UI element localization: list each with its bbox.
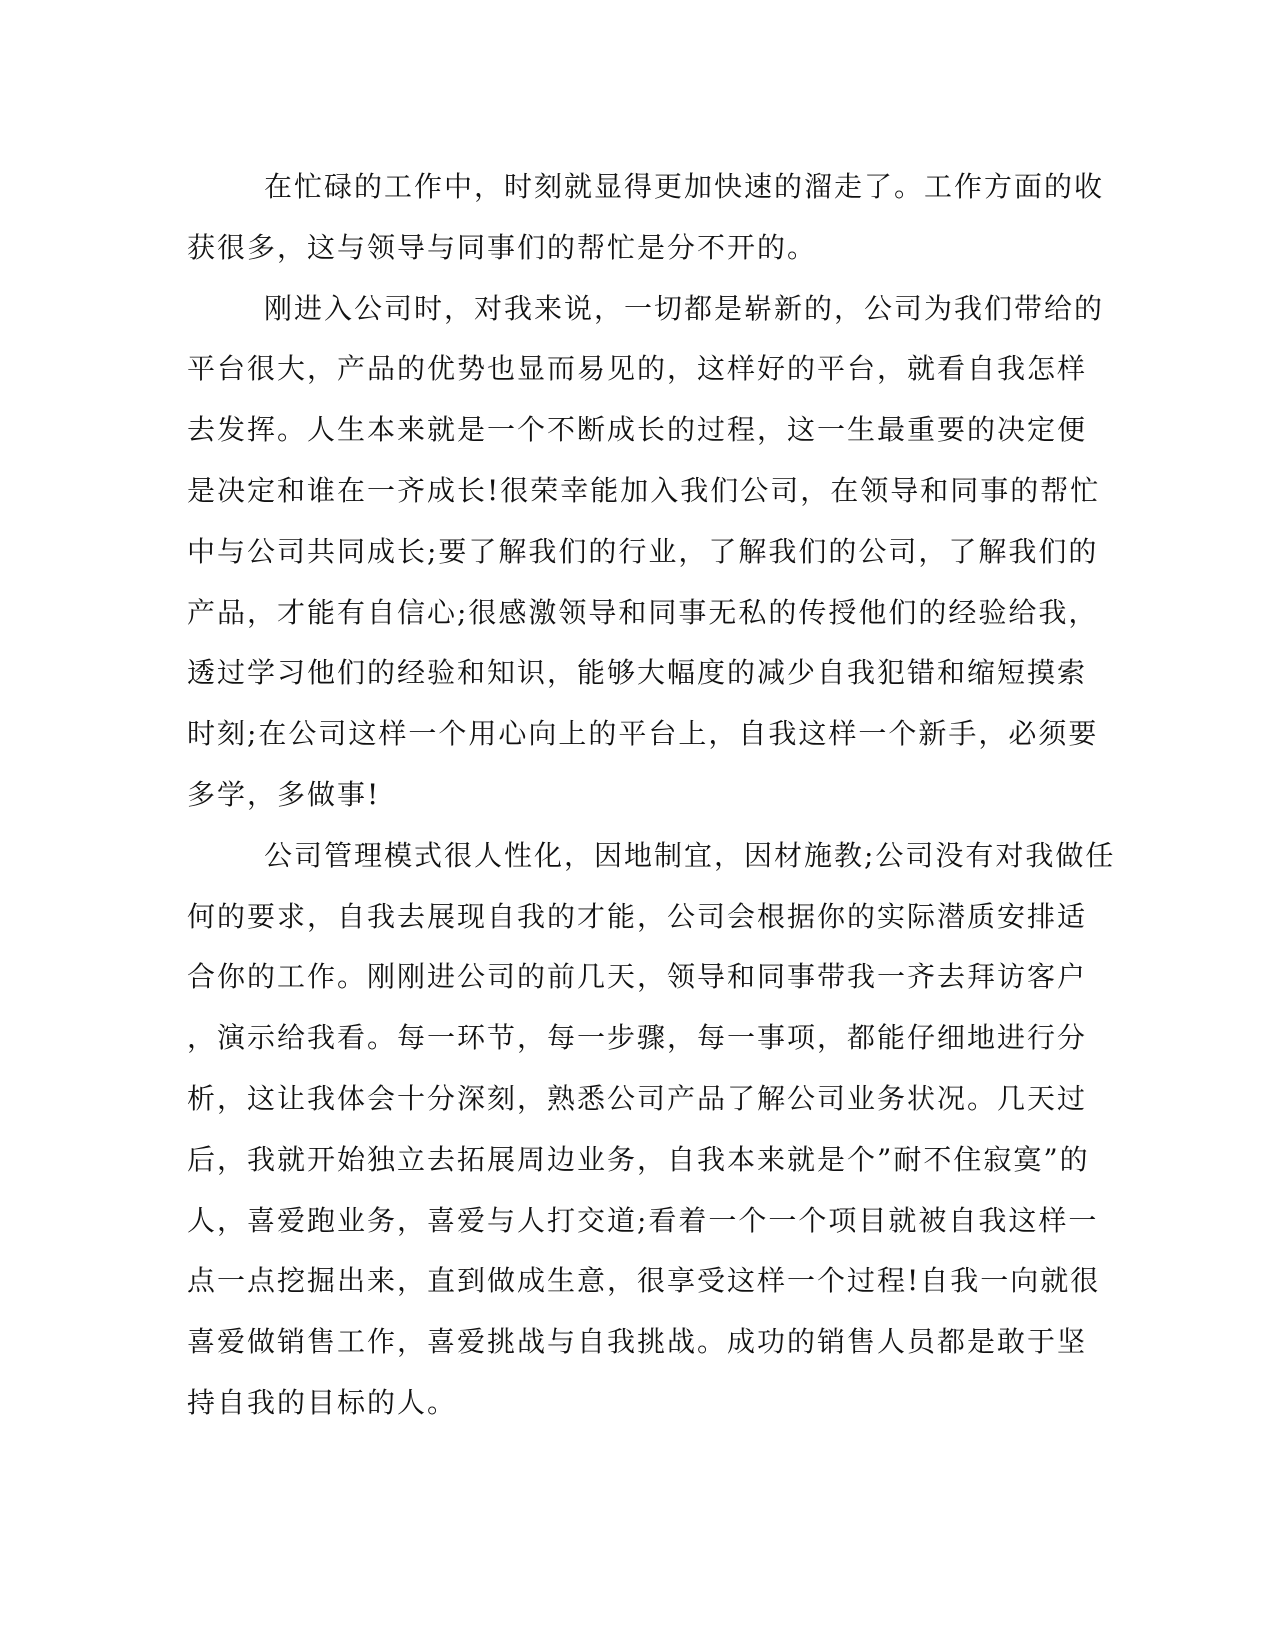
paragraph-line: ，演示给我看。每一环节，每一步骤，每一事项，都能仔细地进行分 [187,1021,1088,1055]
paragraph-line: 中与公司共同成长;要了解我们的行业，了解我们的公司，了解我们的 [187,534,1099,568]
paragraph-line: 时刻;在公司这样一个用心向上的平台上，自我这样一个新手，必须要 [187,717,1099,751]
paragraph-line: 公司管理模式很人性化，因地制宜，因材施教;公司没有对我做任 [264,838,1116,872]
paragraph-3 [187,826,1116,1434]
paragraph-line: 何的要求，自我去展现自我的才能，公司会根据你的实际潜质安排适 [187,899,1088,933]
paragraph-line: 刚进入公司时，对我来说，一切都是崭新的，公司为我们带给的 [264,291,1105,325]
paragraph-line: 析，这让我体会十分深刻，熟悉公司产品了解公司业务状况。几天过 [187,1081,1088,1115]
paragraph-line: 在忙碌的工作中，时刻就显得更加快速的溜走了。工作方面的收 [264,170,1105,203]
paragraph-1 [187,157,1105,279]
paragraph-line: 后，我就开始独立去拓展周边业务，自我本来就是个”耐不住寂寞”的 [187,1142,1090,1176]
paragraph-line: 去发挥。人生本来就是一个不断成长的过程，这一生最重要的决定便 [187,413,1088,447]
document-body [187,157,1116,1434]
paragraph-line: 喜爱做销售工作，喜爱挑战与自我挑战。成功的销售人员都是敢于坚 [187,1325,1088,1359]
paragraph-line: 合你的工作。刚刚进公司的前几天，领导和同事带我一齐去拜访客户 [187,960,1088,994]
paragraph-line: 人，喜爱跑业务，喜爱与人打交道;看着一个一个项目就被自我这样一 [187,1203,1099,1237]
paragraph-line: 持自我的目标的人。 [187,1385,458,1419]
paragraph-line: 平台很大，产品的优势也显而易见的，这样好的平台，就看自我怎样 [187,352,1088,386]
paragraph-line: 透过学习他们的经验和知识，能够大幅度的减少自我犯错和缩短摸索 [187,656,1088,690]
paragraph-line: 产品，才能有自信心;很感激领导和同事无私的传授他们的经验给我， [187,595,1099,629]
paragraph-line: 多学，多做事! [187,777,381,811]
paragraph-line: 获很多，这与领导与同事们的帮忙是分不开的。 [187,230,818,264]
paragraph-line: 点一点挖掘出来，直到做成生意，很享受这样一个过程!自我一向就很 [187,1264,1101,1298]
paragraph-line: 是决定和谁在一齐成长!很荣幸能加入我们公司，在领导和同事的帮忙 [187,473,1101,507]
paragraph-2 [187,279,1105,826]
